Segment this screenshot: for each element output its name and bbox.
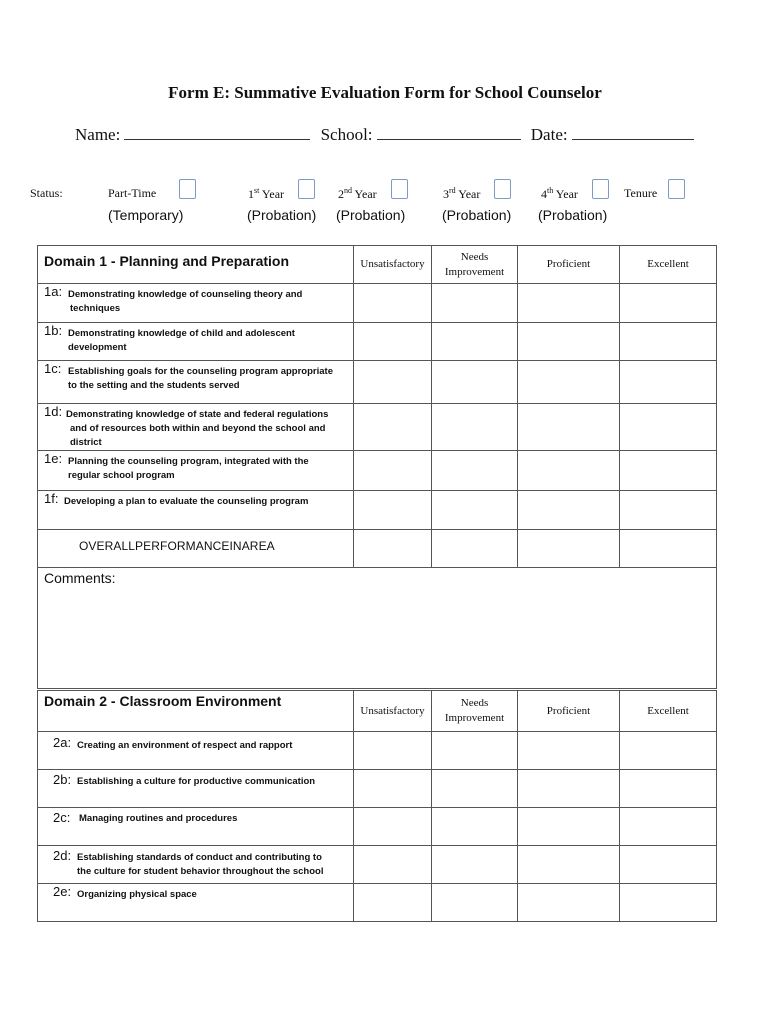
date-label: Date: [530, 125, 568, 144]
status-4th-year-sub: (Probation) [538, 207, 608, 223]
item-1c: 1c: Establishing goals for the counseling program appropriate to the setting and the students served [38, 361, 354, 404]
status-2nd-year-label: 2nd Year [338, 186, 377, 201]
item-2c: 2c: Managing routines and procedures [38, 808, 354, 846]
status-part-time-sub: (Temporary) [108, 207, 184, 223]
status-2nd-year-checkbox[interactable] [391, 179, 408, 199]
rating-cell[interactable] [518, 491, 620, 530]
status-1st-year-sub: (Probation) [247, 207, 317, 223]
rating-cell[interactable] [620, 284, 717, 323]
rating-cell[interactable] [620, 770, 717, 808]
rating-cell[interactable] [432, 361, 518, 404]
item-1d: 1d: Demonstrating knowledge of state and federal regulations and of resources both within and beyond the school and district [38, 404, 354, 451]
rating-cell[interactable] [518, 323, 620, 361]
rating-cell[interactable] [620, 451, 717, 491]
rating-cell[interactable] [432, 808, 518, 846]
item-1f: 1f: Developing a plan to evaluate the counseling program [38, 491, 354, 530]
rating-cell[interactable] [432, 884, 518, 922]
col-unsatisfactory: Unsatisfactory [354, 246, 432, 284]
rating-cell[interactable] [432, 732, 518, 770]
table-row [38, 451, 717, 491]
col-excellent: Excellent [620, 691, 717, 732]
rating-cell[interactable] [518, 808, 620, 846]
status-1st-year-checkbox[interactable] [298, 179, 315, 199]
status-tenure-label: Tenure [624, 186, 658, 200]
comments-label: Comments: [44, 570, 116, 586]
status-1st-year-label: 1st Year [248, 186, 285, 201]
rating-cell[interactable] [354, 491, 432, 530]
rating-cell[interactable] [432, 846, 518, 884]
item-2a: 2a: Creating an environment of respect and rapport [38, 732, 354, 770]
rating-cell[interactable] [432, 451, 518, 491]
col-needs-improvement: Needs Improvement [432, 691, 518, 732]
rating-cell[interactable] [432, 491, 518, 530]
header-fields [75, 125, 700, 145]
rating-cell[interactable] [354, 404, 432, 451]
table-row [38, 770, 717, 808]
rating-cell[interactable] [620, 884, 717, 922]
rating-cell[interactable] [354, 530, 432, 568]
domain2-table [37, 690, 717, 922]
item-2b: 2b: Establishing a culture for productive communication [38, 770, 354, 808]
item-1a: 1a: Demonstrating knowledge of counseling theory and techniques [38, 284, 354, 323]
status-part-time-label: Part-Time [108, 186, 157, 200]
rating-cell[interactable] [518, 732, 620, 770]
rating-cell[interactable] [354, 451, 432, 491]
rating-cell[interactable] [432, 323, 518, 361]
name-label: Name: [75, 125, 121, 144]
table-row [38, 284, 717, 323]
rating-cell[interactable] [354, 808, 432, 846]
item-1e: 1e: Planning the counseling program, integrated with the regular school program [38, 451, 354, 491]
col-excellent: Excellent [620, 246, 717, 284]
overall-performance-label: OVERALLPERFORMANCEINAREA [38, 530, 354, 568]
rating-cell[interactable] [518, 284, 620, 323]
table-row [38, 884, 717, 922]
status-part-time-checkbox[interactable] [179, 179, 196, 199]
item-2e: 2e: Organizing physical space [38, 884, 354, 922]
school-field[interactable] [377, 125, 521, 140]
col-proficient: Proficient [518, 246, 620, 284]
school-label: School: [320, 125, 373, 144]
status-tenure-checkbox[interactable] [668, 179, 685, 199]
rating-cell[interactable] [620, 846, 717, 884]
status-3rd-year-checkbox[interactable] [494, 179, 511, 199]
rating-cell[interactable] [354, 361, 432, 404]
status-3rd-year-label: 3rd Year [443, 186, 481, 201]
rating-cell[interactable] [432, 770, 518, 808]
rating-cell[interactable] [620, 530, 717, 568]
rating-cell[interactable] [620, 732, 717, 770]
item-1b: 1b: Demonstrating knowledge of child and adolescent development [38, 323, 354, 361]
status-4th-year-label: 4th Year [541, 186, 578, 201]
status-4th-year-checkbox[interactable] [592, 179, 609, 199]
rating-cell[interactable] [354, 770, 432, 808]
table-row [38, 846, 717, 884]
rating-cell[interactable] [518, 451, 620, 491]
rating-cell[interactable] [432, 404, 518, 451]
item-2d: 2d: Establishing standards of conduct and contributing to the culture for student behavior throughout the school [38, 846, 354, 884]
status-2nd-year-sub: (Probation) [336, 207, 406, 223]
table-row [38, 732, 717, 770]
rating-cell[interactable] [620, 323, 717, 361]
rating-cell[interactable] [432, 284, 518, 323]
table-row [38, 323, 717, 361]
rating-cell[interactable] [432, 530, 518, 568]
rating-cell[interactable] [518, 530, 620, 568]
rating-cell[interactable] [354, 732, 432, 770]
rating-cell[interactable] [620, 404, 717, 451]
comments-box[interactable] [38, 568, 717, 689]
table-row [38, 530, 717, 568]
date-field[interactable] [572, 125, 694, 140]
rating-cell[interactable] [354, 846, 432, 884]
rating-cell[interactable] [620, 491, 717, 530]
col-needs-improvement: Needs Improvement [432, 246, 518, 284]
rating-cell[interactable] [620, 361, 717, 404]
rating-cell[interactable] [518, 884, 620, 922]
domain1-table [37, 245, 717, 689]
rating-cell[interactable] [354, 284, 432, 323]
status-label: Status: [30, 186, 63, 200]
rating-cell[interactable] [354, 884, 432, 922]
rating-cell[interactable] [518, 361, 620, 404]
rating-cell[interactable] [518, 404, 620, 451]
table-row [38, 404, 717, 451]
status-3rd-year-sub: (Probation) [442, 207, 512, 223]
domain1-title: Domain 1 - Planning and Preparation [38, 246, 354, 284]
col-proficient: Proficient [518, 691, 620, 732]
rating-cell[interactable] [354, 323, 432, 361]
name-field[interactable] [124, 125, 310, 140]
col-unsatisfactory: Unsatisfactory [354, 691, 432, 732]
table-row [38, 808, 717, 846]
rating-cell[interactable] [518, 770, 620, 808]
domain2-title: Domain 2 - Classroom Environment [38, 691, 354, 732]
table-row [38, 491, 717, 530]
table-row [38, 361, 717, 404]
rating-cell[interactable] [518, 846, 620, 884]
form-title: Form E: Summative Evaluation Form for School Counselor [168, 83, 602, 102]
rating-cell[interactable] [620, 808, 717, 846]
